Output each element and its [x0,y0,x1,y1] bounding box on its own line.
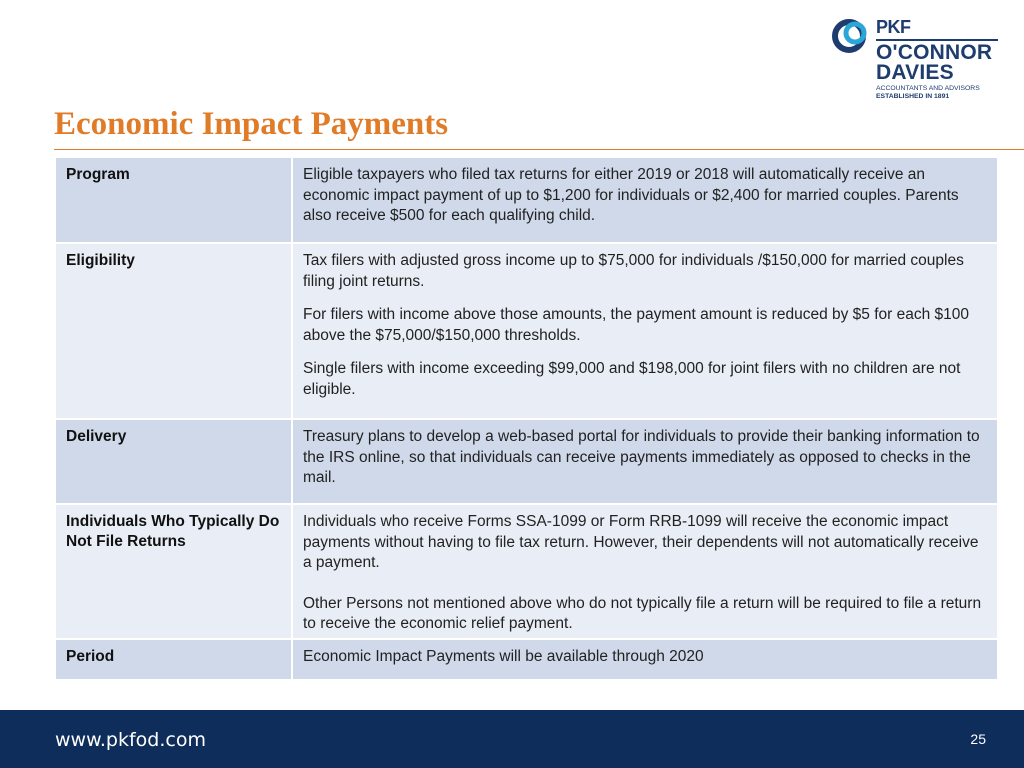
logo-established: ESTABLISHED IN 1891 [876,93,950,100]
row-paragraph: Tax filers with adjusted gross income up to $75,000 for individuals /$150,000 for married couples filing joint returns. [303,252,964,290]
row-content [293,505,997,638]
row-paragraph: Individuals who receive Forms SSA-1099 or Form RRB-1099 will receive the economic impact payments without having to file tax return. However, their dependents will not automatically receive a payment. [303,513,979,571]
page-title: Economic Impact Payments [54,106,449,142]
row-content [293,640,997,679]
logo-pkf-text: PKF [876,17,911,37]
row-label: Program [56,158,293,242]
row-content [293,158,997,242]
row-label: Eligibility [56,244,293,418]
row-paragraph: Single filers with income exceeding $99,000 and $198,000 for joint filers with no children are not eligible. [303,360,961,398]
row-label: Delivery [56,420,293,503]
info-table [56,158,997,679]
logo-tagline: ACCOUNTANTS AND ADVISORS [876,85,980,92]
row-content [293,420,997,503]
table-row-non-filers [56,503,997,638]
pkf-logo-mark-icon [832,16,872,56]
footer-bar [0,710,1024,768]
row-content [293,244,997,418]
row-paragraph: Treasury plans to develop a web-based portal for individuals to provide their banking information to the IRS online, so that individuals can receive payments immediately as opposed to checks in the mail. [303,428,980,486]
footer-website-link[interactable]: www.pkfod.com [55,729,206,751]
row-paragraph: Eligible taxpayers who filed tax returns for either 2019 or 2018 will automatically receive an economic impact payment of up to $1,200 for individuals or $2,400 for married couples. Parents also receive $500 for each qualifying child. [303,166,959,224]
row-label: Period [56,640,293,679]
logo-name-line2: DAVIES [876,61,954,84]
table-row-eligibility [56,242,997,418]
company-logo [832,14,1007,104]
table-row-program [56,158,997,242]
table-row-period [56,638,997,679]
row-paragraph: Other Persons not mentioned above who do not typically file a return will be required to file a return to receive the economic relief payment. [303,594,982,632]
row-paragraph: Economic Impact Payments will be available through 2020 [303,648,704,665]
row-label: Individuals Who Typically Do Not File Returns [56,505,293,638]
page-number: 25 [970,731,986,747]
table-row-delivery [56,418,997,503]
title-underline [54,149,1024,150]
row-paragraph: For filers with income above those amounts, the payment amount is reduced by $5 for each $100 above the $75,000/$150,000 thresholds. [303,306,970,344]
logo-name-line1: O'CONNOR [876,41,993,64]
